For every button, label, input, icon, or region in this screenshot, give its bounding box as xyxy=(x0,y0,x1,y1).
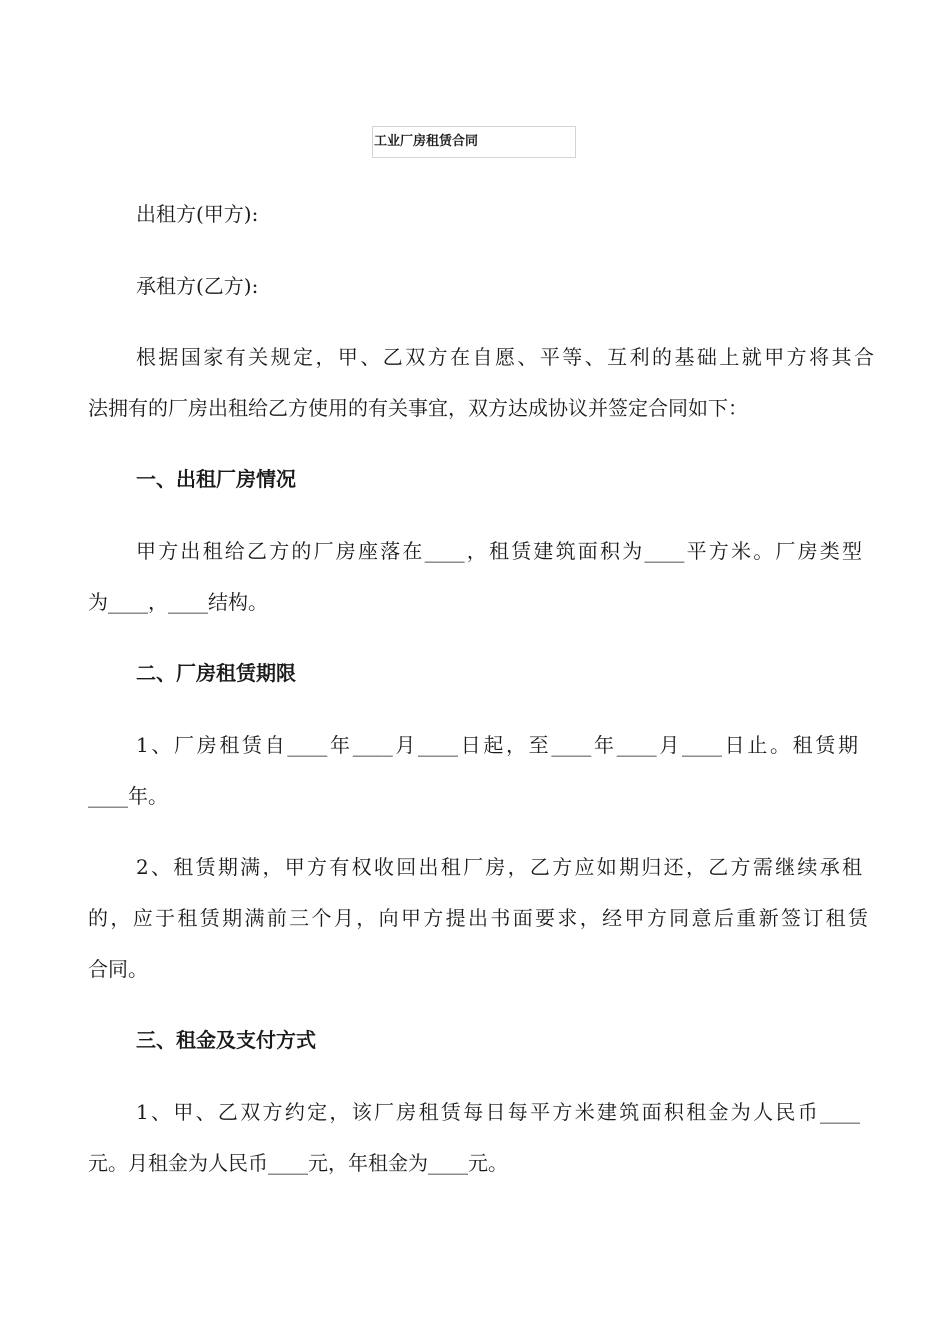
section1-line-2: 为____，____结构。 xyxy=(88,590,268,614)
section2-item1-line-2: ____年。 xyxy=(88,784,168,808)
preamble-line-2: 法拥有的厂房出租给乙方使用的有关事宜，双方达成协议并签定合同如下： xyxy=(88,396,748,420)
document-title: 工业厂房租赁合同 xyxy=(372,126,576,158)
section2-item1-line-1: 1、厂房租赁自____年____月____日起，至____年____月____日止。租赁期 xyxy=(136,733,858,757)
lessee-line: 承租方(乙方): xyxy=(136,274,259,298)
section2-item2-line-1: 2、租赁期满，甲方有权收回出租厂房，乙方应如期归还，乙方需继续承租 xyxy=(136,855,862,879)
section2-item2-line-3: 合同。 xyxy=(88,957,148,981)
section2-heading: 二、厂房租赁期限 xyxy=(136,661,296,685)
lessor-line: 出租方(甲方): xyxy=(136,202,259,226)
section2-item2-line-2: 的，应于租赁期满前三个月，向甲方提出书面要求，经甲方同意后重新签订租赁 xyxy=(88,906,868,930)
section3-heading: 三、租金及支付方式 xyxy=(136,1028,316,1052)
section1-line-1: 甲方出租给乙方的厂房座落在____，租赁建筑面积为____平方米。厂房类型 xyxy=(136,539,862,563)
section1-heading: 一、出租厂房情况 xyxy=(136,467,296,491)
section3-item1-line-2: 元。月租金为人民币____元，年租金为____元。 xyxy=(88,1151,508,1175)
preamble-line-1: 根据国家有关规定，甲、乙双方在自愿、平等、互利的基础上就甲方将其合 xyxy=(136,345,874,369)
section3-item1-line-1: 1、甲、乙双方约定，该厂房租赁每日每平方米建筑面积租金为人民币____ xyxy=(136,1100,860,1124)
